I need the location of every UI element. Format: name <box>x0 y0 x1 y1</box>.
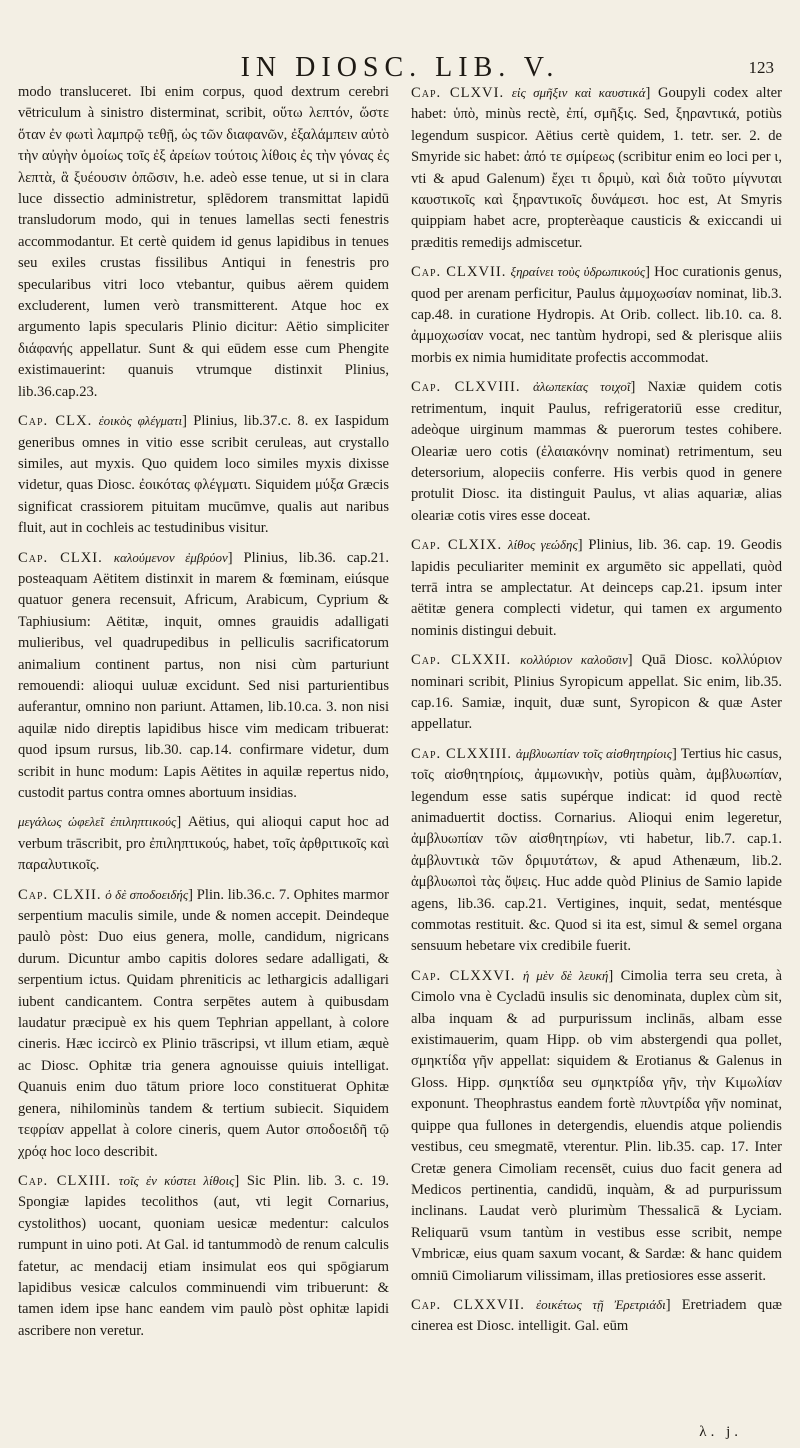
greek-lemma: κολλύριον καλοῦσιν <box>520 652 628 668</box>
chapter-heading: Cap. CLXIII. <box>18 1172 112 1189</box>
entry-text: Aëtius, qui alioqui caput hoc ad verbum trāscribit, pro ἐπιληπτικούς, habet, τοῖς ἀρθριτικοῖς καὶ παραλυτικοῖς. <box>18 814 389 874</box>
greek-lemma: ἐοικέτως τῇ Ἐρετριάδι <box>536 1296 666 1312</box>
entry-text: Hoc curationis genus, quod per arenam perficitur, Paulus ἀμμοχωσίαν nominat, lib.3. cap.48. in curatione Hydropis. At Orib. collect. lib.10. ca. 8. ἀμμοχωσίαν vocat, nec tantùm hydropi, sed & plerisque aliis morbis ex nimia humiditate profectis accommodat. <box>411 264 782 366</box>
greek-lemma: λίθος γεώδης <box>507 537 578 553</box>
entry-text: Plin. lib.36.c. 7. Ophites marmor serpentium maculis simile, unde & nomen accepit. Deindeque paulò pòst: Duo eius genera, molle, candidum, nigricans durum. Dicuntur ambo capitis dolores sedare adalligati, & serpentium ictus. Quidam phreniticis ac lethargicis adalligari iubent candicantem. Contra serpētes autem à quibusdam laudatur præcipuè ex his quem Tephrian appellant, à colore cineris. Hæc iccircò ex Plinio trāscripsi, vt illum etiam, æquè ac Diosc. Ophitæ tria genera agnouisse quiuis intelligat. Quanuis enim duo tātum priore loco constituerat Ophitæ genera, nihilominùs tandem & tertium subiecit. Siquidem τεφρίαν appellat à colore cineris, quem Autor σποδοειδῆ τῷ χρόᾳ hoc loco describit. <box>18 886 389 1160</box>
greek-lemma: ἡ μὲν δὲ λευκή <box>522 967 609 983</box>
greek-lemma: μεγάλως ὠφελεῖ ἐπιληπτικούς <box>18 814 177 830</box>
commentary-entry: Cap. CLXVI. εἰς σμῆξιν καὶ καυστικά] Goupyli codex alter habet: ὑπὸ, minùs rectè, ἐπί, σμῆξις. Sed, ξηραντικά, potiùs legendum suspicor. Aëtius certè quidem, 1. tetr. ser. 2. de Smyride sic habet: ἀπό τε σμίρεως (scribitur enim eo loci per ι, vti & apud Galenum) ἔχει τι δριμὺ, καὶ διὰ τοῦτο μίγνυται καυστικοῖς καὶ ξηραντικοῖς δυνάμεσι. hoc est, At Smyris quippiam habet acre, propterèaque causticis & exiccandi ui præditis remedijs admiscetur. <box>411 85 782 251</box>
commentary-entry: Cap. CLXXVI. ἡ μὲν δὲ λευκή] Cimolia terra seu creta, à Cimolo vna è Cycladū insulis sic denominata, duplex cùm sit, alba inquam & ad purpurissum inclinās, albam esse existimauerim, quam Hipp. ob vim abstergendi qua pollet, σμηκτίδα γῆν appellat: siquidem & Erotianus & Galenus in Gloss. Hipp. σμηκτίδα seu σμηκτρίδα γῆν, τὴν Κιμωλίαν exponunt. Theophrastus eandem fortè πλυντρίδα γῆν nominat, quippe qua fullones in detergendis, eluendis atque poliendis vestibus, ceu smegmatē, vterentur. Plin. lib.35. cap. 17. Inter Cretæ genera Cimoliam recensēt, cuius duo facit genera ad Medicos pertinentia, candidū, inquàm, & ad purpurissum inclinans. Laudat verò plurimùm Thessalicā & Lyciam. Reliquarū vsum tantùm in vestibus esse scribit, nempe Vmbricæ, eius quam saxum vocant, & Sardæ: & hanc quidem omniū Cimoliarum vilissimam, illas pretiosiores esse asserit. <box>411 967 782 1284</box>
chapter-heading: Cap. CLXI. <box>18 549 103 566</box>
entry-text: Naxiæ quidem cotis retrimentum, inquit Paulus, refrigeratoriū esse creditur, adeòque uirginum mammas & puerorum testes cohibere. Oleariæ uero cotis (ἐλαιακόνην nominat) retrimentum, seu detersorium, alopeciis conferre. His verbis quod in genere protulit Diosc. ita distinguit Paulus, vt alias aquariæ, alias oleariæ cotis vires esse doceat. <box>411 379 782 524</box>
chapter-heading: Cap. CLXII. <box>18 886 102 903</box>
commentary-entry: Cap. CLXVII. ξηραίνει τοὺς ὑδρωπικούς] Hoc curationis genus, quod per arenam perficitur, Paulus ἀμμοχωσίαν nominat, lib.3. cap.48. in curatione Hydropis. At Orib. collect. lib.10. ca. 8. ἀμμοχωσίαν vocat, nec tantùm hydropi, sed & plerisque aliis morbis ex nimia humiditate profectis accommodat. <box>411 264 782 366</box>
chapter-heading: Cap. CLX. <box>18 413 93 430</box>
commentary-entry: Cap. CLXXVII. ἐοικέτως τῇ Ἐρετριάδι] Eretriadem quæ cinerea est Diosc. intelligit. Gal. eūm <box>411 1296 782 1335</box>
text-columns <box>18 82 782 1422</box>
chapter-heading: Cap. CLXXVI. <box>411 967 516 984</box>
chapter-heading: Cap. CLXXVII. <box>411 1296 525 1313</box>
greek-lemma: καλούμενον ἐμβρύον <box>113 549 228 565</box>
commentary-entry: Cap. CLX. ἐοικὸς φλέγματι] Plinius, lib.37.c. 8. ex Iaspidum generibus omnes in vitio esse scribit ceruleas, aut crystallo similes, aut myxis. Quo quidem loco similes myxis dixisse videtur, quas Diosc. ἐοικότας φλέγματι. Siquidem μύξα Græcis significat crassiorem pituitam mucūmve, qualis aut naribus fluit, aut in cochleis ac testudinibus visitur. <box>18 413 389 537</box>
commentary-entry <box>18 82 389 403</box>
right-column <box>411 82 782 1422</box>
commentary-entry: Cap. CLXVIII. ἀλωπεκίας τοιχοῖ] Naxiæ quidem cotis retrimentum, inquit Paulus, refrigeratoriū esse creditur, adeòque uirginum mammas & puerorum testes cohibere. Oleariæ uero cotis (ἐλαιακόνην nominat) retrimentum, seu detersorium, alopeciis conferre. His verbis quod in genere protulit Diosc. ita distinguit Paulus, vt alias aquariæ, alias oleariæ cotis vires esse doceat. <box>411 379 782 524</box>
entry-text: Quā Diosc. κολλύριον nominari scribit, Plinius Syropicum appellat. Sic enim, lib.35. cap.16. Samiæ, inquit, duæ sunt, Syropicon & quæ Aster appellatur. <box>411 652 782 733</box>
greek-lemma: ἀλωπεκίας τοιχοῖ <box>532 379 631 395</box>
entry-text: Plinius, lib.37.c. 8. ex Iaspidum generibus omnes in vitio esse scribit ceruleas, aut crystallo similes, aut myxis. Quo quidem loco similes myxis dixisse videtur, quas Diosc. ἐοικότας φλέγματι. Siquidem μύξα Græcis significat crassiorem pituitam mucūmve, qualis aut naribus fluit, aut in cochleis ac testudinibus visitur. <box>18 413 389 537</box>
greek-lemma: τοῖς ἐν κύστει λίθοις <box>118 1172 235 1188</box>
entry-text: Goupyli codex alter habet: ὑπὸ, minùs rectè, ἐπί, σμῆξις. Sed, ξηραντικά, potiùs legendum suspicor. Aëtius certè quidem, 1. tetr. ser. 2. de Smyride sic habet: ἀπό τε σμίρεως (scribitur enim eo loci per ι, vti & apud Galenum) ἔχει τι δριμὺ, καὶ διὰ τοῦτο μίγνυται καυστικοῖς καὶ ξηραντικοῖς δυνάμεσι. hoc est, At Smyris quippiam habet acre, propterèaque causticis & exiccandi ui præditis remedijs admiscetur. <box>411 85 782 251</box>
commentary-entry: Cap. CLXXIII. ἀμβλυωπίαν τοῖς αἰσθητηρίοις] Tertius hic casus, τοῖς αἰσθητηρίοις, ἀμμωνικὴν, potiùs quàm, ἀμβλυωπίαν, legendum esse satis supérque indicat: id quod rectè animaduertit doctiss. Cornarius. Alioqui enim legeretur, ἀμβλυωπίαν τῶν αἰσθητηρίων, vti habetur, lib.7. cap.1. ἀμβλυντικὰ τῶν δριμυτάτων, & apud Athenæum, lib.2. ἀμβλυωποὶ τὰς ὄψεις. Huc adde quòd Plinius de Samio lapide agens, lib.36. cap.21. Vertigines, inquit, sedat, mentésque commotas restituit. &c. Quod si ita est, simul & semel organa sensuum hebetare vix credibile fuerit. <box>411 745 782 955</box>
chapter-heading: Cap. CLXIX. <box>411 537 503 554</box>
greek-lemma: ὁ δὲ σποδοειδής <box>105 886 189 902</box>
greek-lemma: ἀμβλυωπίαν τοῖς αἰσθητηρίοις <box>515 745 673 761</box>
commentary-entry: Cap. CLXI. καλούμενον ἐμβρύον] Plinius, lib.36. cap.21. posteaquam Aëtitem distinxit in marem & fœminam, eiúsque quatuor genera recensuit, Africum, Arabicum, Cyprium & Taphiusium: Aëtitæ, inquit, omnes grauidis adalligati mulieribus, vel quadrupedibus in pelliculis sacrificatorum animalium continent partus, non nisi cùm parturiunt remouendi: alioqui uuluæ excidunt. Sed nisi parturientibus auferantur, omnino non pariunt. Attamen, lib.10.ca. 3. non nisi aquilæ nido direptis lapidibus hisce vim medicam tribuerat: quod ipsum rursus, lib.30. cap.14. confirmare videtur, dum scribit in hunc modum: Lapis Aëtites in aquilæ repertus nido, custodit partus contra omnes abortuum insidias. <box>18 549 389 801</box>
chapter-heading: Cap. CLXVII. <box>411 264 507 281</box>
commentary-entry: Cap. CLXIII. τοῖς ἐν κύστει λίθοις] Sic Plin. lib. 3. c. 19. Spongiæ lapides tecolithos (aut, vti legit Cornarius, cystolithos) uocant, quoniam uesicæ medentur: calculos rumpunt in uino poti. At Gal. id tantummodò de renum calculis fatetur, ac mendacij etiam insimulat eos qui spōgiarum lapidibus vesicæ calculos comminuendi vim tribuerunt: & tamen idem ipse hanc eandem vim paulò pòst ophitæ lapidi ascribere non veretur. <box>18 1172 389 1339</box>
greek-lemma: εἰς σμῆξιν καὶ καυστικά <box>511 85 646 100</box>
entry-text: Eretriadem quæ cinerea est Diosc. intelligit. Gal. eūm <box>411 1296 782 1335</box>
greek-lemma: ξηραίνει τοὺς ὑδρωπικούς <box>510 264 646 280</box>
entry-text: modo transluceret. Ibi enim corpus, quod dextrum cerebri vētriculum à sinistro disterminat, scribit, οὕτω λεπτόν, ὥστε ὅταν ἐν φωτὶ λαμπρῷ τεθῇ, ὡς τῶν διαφανῶν, ἐξαλάμπειν αὐτὸ τὴν αὐγὴν ὁμοίως τοῖς ἐξ ἀρείων τούτοις λίθοις ἐς τὴν γόνας ἐς λεπτὰ, ἃ ξυέουσιν ὀπῶσιν, h.e. adeò esse tenue, ut si in clara luce dissectio administretur, splēdorem transmittat lapidū transludorum modo, qui in tenues lamellas secti fenestris accommodantur. Et certè quidem id genus lapidibus in tenues seu exiles crustas fissilibus Antiqui in fenestris pro specularibus vitri loco vtebantur, quibus aërem quidem excluderent, lumen verò transmitterent. Atque hoc ex argumento lapis specularis Plinio dicitur: Aëtio simpliciter διάφανής appellatur. Sunt & qui eūdem esse cum Phengite existimauerint: quanuis vtrumque distinxit Plinius, lib.36.cap.23. <box>18 84 389 400</box>
commentary-entry: Cap. CLXII. ὁ δὲ σποδοειδής] Plin. lib.36.c. 7. Ophites marmor serpentium maculis simile, unde & nomen accepit. Deindeque paulò pòst: Duo eius genera, molle, candidum, nigricans durum. Dicuntur ambo capitis dolores sedare adalligati, & serpentium ictus. Quidam phreniticis ac lethargicis adalligari iubent candicantem. Contra serpētes autem à quibusdam laudatur præcipuè ex his quem Tephrian appellant, à colore cineris. Hæc iccircò ex Plinio trāscripsi, vt illum etiam, æquè ac Diosc. Ophitæ tria genera agnouisse quiuis intelligat. Quanuis enim duo tātum priore loco constituerat Ophitæ genera, nihilominùs tandem & tertium subiecit. Siquidem τεφρίαν appellat à colore cineris, quem Autor σποδοειδῆ τῷ χρόᾳ hoc loco describit. <box>18 886 389 1160</box>
entry-text: Cimolia terra seu creta, à Cimolo vna è Cycladū insulis sic denominata, duplex cùm sit, alba inquam & ad purpurissum inclinās, albam esse existimauerim, quam Hipp. ob vim abstergendi qua pollet, σμηκτίδα γῆν appellat: siquidem & Erotianus & Galenus in Gloss. Hipp. σμηκτίδα seu σμηκτρίδα γῆν, τὴν Κιμωλίαν exponunt. Theophrastus eandem fortè πλυντρίδα γῆν nominat, quippe qua fullones in detergendis, eluendis atque poliendis vestibus, ceu smegmatē, vterentur. Plin. lib.35. cap. 17. Inter Cretæ genera Cimoliam recensēt, cuius duo facit genera ad Medicos pertinentia, candidū, inquàm, & ad purpurissum inclinans. Laudat verò plurimùm Thessalicā & Lyciam. Reliquarū vsum tantùm in vestibus esse scribit, nempe Vmbricæ, eius quam saxum vocant, & Sardæ: & hanc quidem omniū Cimoliarum vilissimam, illas pretiosiores esse asserit. <box>411 967 782 1284</box>
entry-text: Tertius hic casus, τοῖς αἰσθητηρίοις, ἀμμωνικὴν, potiùs quàm, ἀμβλυωπίαν, legendum esse satis supérque indicat: id quod rectè animaduertit doctiss. Cornarius. Alioqui enim legeretur, ἀμβλυωπίαν τῶν αἰσθητηρίων, vti habetur, lib.7. cap.1. ἀμβλυντικὰ τῶν δριμυτάτων, & apud Athenæum, lib.2. ἀμβλυωποὶ τὰς ὄψεις. Huc adde quòd Plinius de Samio lapide agens, lib.36. cap.21. Vertigines, inquit, sedat, mentésque commotas restituit. &c. Quod si ita est, simul & semel organa sensuum hebetare vix credibile fuerit. <box>411 745 782 955</box>
left-column <box>18 82 389 1422</box>
running-title: IN DIOSC. LIB. V. <box>240 52 560 83</box>
chapter-heading: Cap. CLXXIII. <box>411 745 513 762</box>
commentary-entry: μεγάλως ὠφελεῖ ἐπιληπτικούς] Aëtius, qui alioqui caput hoc ad verbum trāscribit, pro ἐπιληπτικούς, habet, τοῖς ἀρθριτικοῖς καὶ παραλυτικοῖς. <box>18 814 389 874</box>
page-number: 123 <box>748 58 774 77</box>
entry-text: Plinius, lib. 36. cap. 19. Geodis lapidis peculiariter meminit ex argumēto sic appellati, quòd terrā intra se amplectatur. At deinceps cap.21. ipsum inter aëtitæ genera complecti videtur, qui tamen ex argumento nominis distingui debuit. <box>411 537 782 639</box>
commentary-entry: Cap. CLXIX. λίθος γεώδης] Plinius, lib. 36. cap. 19. Geodis lapidis peculiariter meminit ex argumēto sic appellati, quòd terrā intra se amplectatur. At deinceps cap.21. ipsum inter aëtitæ genera complecti videtur, qui tamen ex argumento nominis distingui debuit. <box>411 537 782 639</box>
commentary-entry: Cap. CLXXII. κολλύριον καλοῦσιν] Quā Diosc. κολλύριον nominari scribit, Plinius Syropicum appellat. Sic enim, lib.35. cap.16. Samiæ, inquit, duæ sunt, Syropicon & quæ Aster appellatur. <box>411 652 782 733</box>
entry-text: Plinius, lib.36. cap.21. posteaquam Aëtitem distinxit in marem & fœminam, eiúsque quatuor genera recensuit, Africum, Arabicum, Cyprium & Taphiusium: Aëtitæ, inquit, omnes grauidis adalligati mulieribus, vel quadrupedibus in pelliculis sacrificatorum animalium continent partus, non nisi cùm parturiunt remouendi: alioqui uuluæ excidunt. Sed nisi parturientibus auferantur, omnino non pariunt. Attamen, lib.10.ca. 3. non nisi aquilæ nido direptis lapidibus hisce vim medicam tribuerat: quod ipsum rursus, lib.30. cap.14. confirmare videtur, dum scribit in hunc modum: Lapis Aëtites in aquilæ repertus nido, custodit partus contra omnes abortuum insidias. <box>18 549 389 801</box>
chapter-heading: Cap. CLXVIII. <box>411 379 521 396</box>
chapter-heading: Cap. CLXXII. <box>411 652 512 669</box>
greek-lemma: ἐοικὸς φλέγματι <box>98 413 183 429</box>
chapter-heading: Cap. CLXVI. <box>411 85 505 101</box>
entry-text: Sic Plin. lib. 3. c. 19. Spongiæ lapides tecolithos (aut, vti legit Cornarius, cystolithos) uocant, quoniam uesicæ medentur: calculos rumpunt in uino poti. At Gal. id tantummodò de renum calculis fatetur, ac mendacij etiam insimulat eos qui spōgiarum lapidibus vesicæ calculos comminuendi vim tribuerunt: & tamen idem ipse hanc eandem vim paulò pòst ophitæ lapidi ascribere non veretur. <box>18 1172 389 1339</box>
catchword: λ. j. <box>699 1424 742 1440</box>
